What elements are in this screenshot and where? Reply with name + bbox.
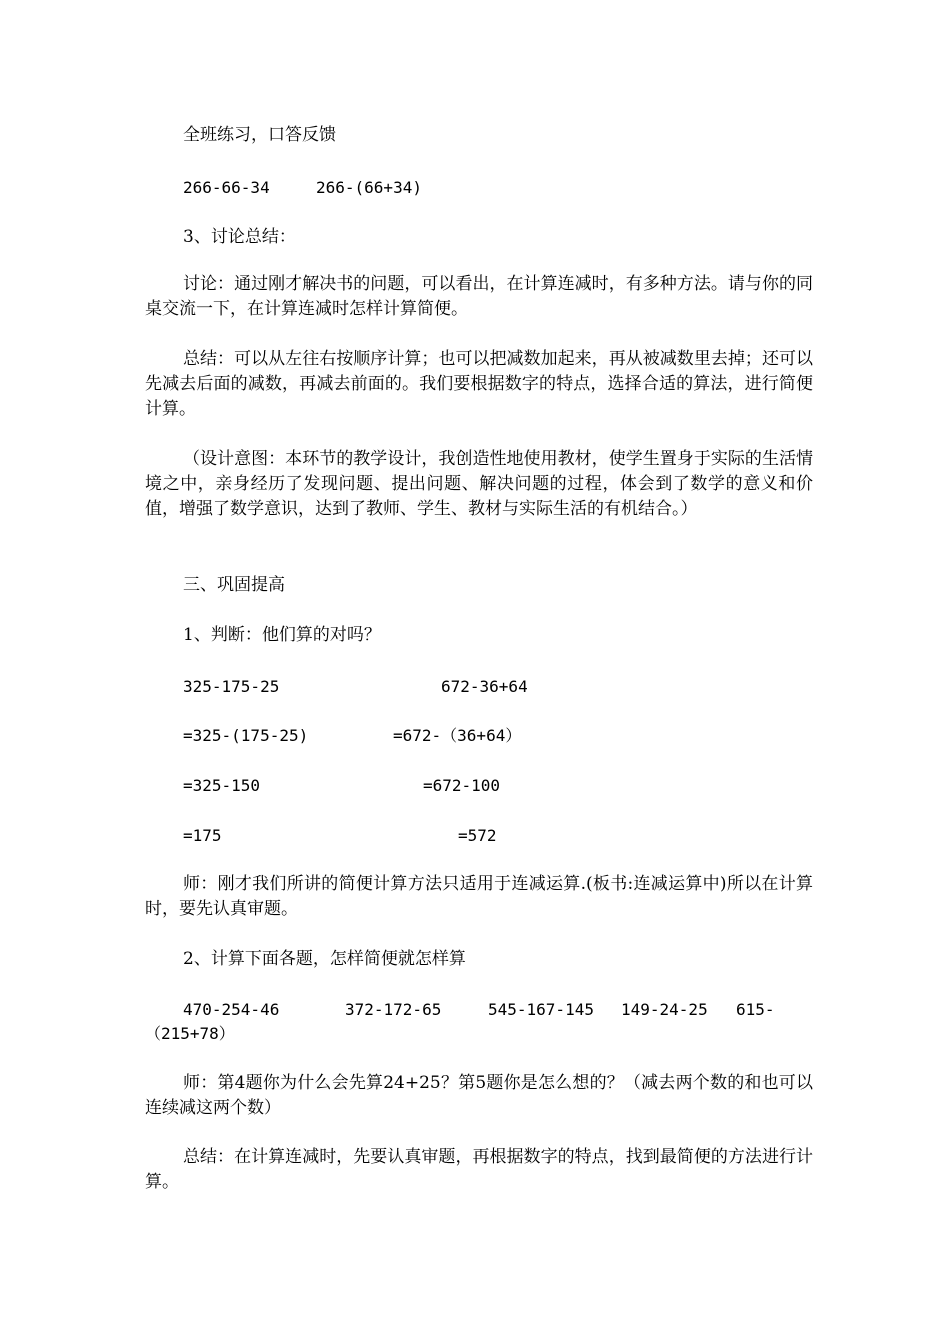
final-summary: 总结：在计算连减时，先要认真审题，再根据数字的特点，找到最简便的方法进行计算。 <box>145 1147 813 1192</box>
expression-2: 266-(66+34) <box>316 178 422 197</box>
teacher-note-1: 师：刚才我们所讲的简便计算方法只适用于连减运算.(板书:连减运算中)所以在计算时，要先认真审题。 <box>145 874 813 919</box>
exercise-5-end: （215+78） <box>145 1024 235 1043</box>
calc-left-2: =325-(175-25) <box>183 726 309 745</box>
expression-1: 266-66-34 <box>183 178 270 197</box>
exercise-row-continued <box>145 1021 813 1046</box>
exercise-4: 149-24-25 <box>621 1000 708 1019</box>
calc-right-4: =572 <box>458 826 497 845</box>
discussion-heading: 3、讨论总结： <box>183 227 296 247</box>
exercise-1: 470-254-46 <box>183 1000 280 1019</box>
calc-right-2: =672-（36+64） <box>393 726 522 745</box>
design-intent-paragraph: （设计意图：本环节的教学设计，我创造性地使用教材，使学生置身于实际的生活情境之中，亲身经历了发现问题、提出问题、解决问题的过程，体会到了数学的意义和价值，增强了数学意识，达到了教师、学生、教材与实际生活的有机结合。） <box>145 449 813 519</box>
discussion-paragraph: 讨论：通过刚才解决书的问题，可以看出，在计算连减时，有多种方法。请与你的同桌交流一下，在计算连减时怎样计算简便。 <box>145 274 813 319</box>
section-heading: 三、巩固提高 <box>183 575 285 595</box>
judge-heading: 1、判断：他们算的对吗？ <box>183 625 381 645</box>
exercise-heading: 2、计算下面各题，怎样简便就怎样算 <box>183 949 466 969</box>
calc-right-1: 672-36+64 <box>441 677 528 696</box>
calc-left-3: =325-150 <box>183 776 261 795</box>
exercise-3: 545-167-145 <box>488 1000 594 1019</box>
calc-left-4: =175 <box>183 826 222 845</box>
exercise-2: 372-172-65 <box>345 1000 442 1019</box>
exercise-5-start: 615- <box>736 1000 775 1019</box>
summary-paragraph: 总结：可以从左往右按顺序计算；也可以把减数加起来，再从被减数里去掉；还可以先减去后面的减数，再减去前面的。我们要根据数字的特点，选择合适的算法，进行简便计算。 <box>145 349 813 419</box>
calc-right-3: =672-100 <box>423 776 501 795</box>
practice-title: 全班练习，口答反馈 <box>183 125 336 145</box>
teacher-note-2: 师：第4题你为什么会先算24+25？第5题你是怎么想的？（减去两个数的和也可以连续减这两个数） <box>145 1073 813 1118</box>
calc-left-1: 325-175-25 <box>183 677 280 696</box>
